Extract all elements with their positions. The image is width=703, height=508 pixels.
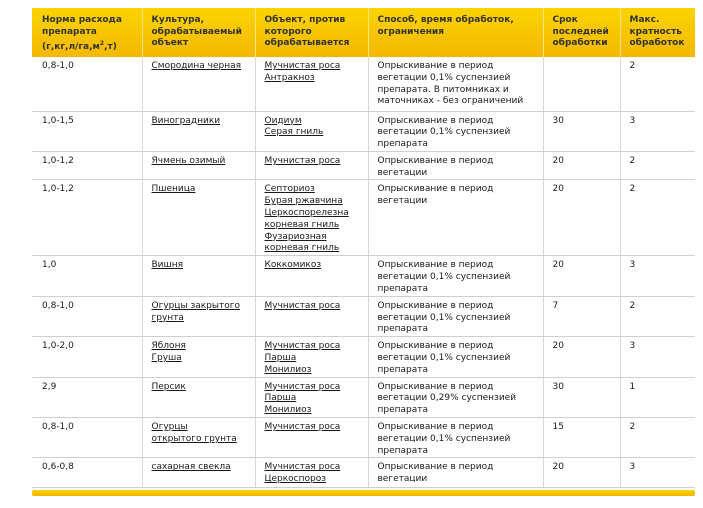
cell-target [255,256,368,296]
header-target: Объект, против которого обрабатывается [255,8,368,57]
target-link[interactable]: Мучнистая роса [264,155,341,166]
cell-target [255,111,368,151]
header-rate: Норма расхода препарата $(г,кг,л/га,м^2,т)$ [32,8,142,57]
cell-term [543,256,620,296]
target-link[interactable]: Оидиум [264,115,302,126]
crop-link[interactable]: Виноградники [151,115,221,126]
cell-crop [142,418,255,458]
method-line: вегетации [377,474,428,485]
cell-crop [142,151,255,180]
target-link[interactable]: Мучнистая роса [264,341,341,352]
cell-target [255,151,368,180]
crop-link[interactable]: Груша [151,353,182,364]
rate-value: 1,0-2,0 [42,341,74,352]
rate-value: 2,9 [42,381,57,392]
target-link[interactable]: Мучнистая роса [264,61,341,71]
crop-link[interactable]: Вишня [151,260,184,271]
cell-target [255,418,368,458]
cell-target [255,458,368,488]
cell-max [620,418,695,458]
max-value: 3 [629,341,636,352]
method-line: препарата [377,139,429,150]
cell-crop [142,458,255,488]
cell-crop [142,111,255,151]
term-value: 20 [552,184,564,195]
cell-rate [32,256,142,296]
method-line: Опрыскивание в период [377,381,494,392]
max-value: 2 [629,155,636,166]
crop-link[interactable]: Ячмень озимый [151,155,226,166]
crop-link[interactable]: Смородина черная [151,61,242,71]
method-line: Опрыскивание в период [377,115,494,126]
rate-value: 1,0-1,2 [42,184,74,195]
method-line: вегетации 0,1% суспензией [377,312,511,323]
cell-rate [32,57,142,111]
rate-value: 1,0-1,2 [42,155,74,166]
method-line: Опрыскивание в период [377,422,494,433]
cell-max [620,180,695,256]
target-link[interactable]: Коккомикоз [264,260,322,271]
method-line: препарата [377,364,429,375]
cell-max [620,458,695,488]
table-row [32,337,695,377]
cell-target [255,180,368,256]
cell-max [620,57,695,111]
max-value: 1 [629,381,636,392]
bottom-accent-bar [32,490,695,496]
max-value: 2 [629,184,636,195]
crop-link[interactable]: открытого грунта [151,433,237,444]
table-row [32,111,695,151]
header-term: Срок последней обработки [543,8,620,57]
cell-method [368,296,543,336]
cell-method [368,377,543,417]
crop-link[interactable]: Огурцы [151,422,188,433]
cell-target [255,377,368,417]
cell-crop [142,337,255,377]
method-line: препарата [377,324,429,335]
method-line: вегетации 0,29% суспензией [377,393,517,404]
max-value: 2 [629,300,636,311]
target-link[interactable]: корневая гниль [264,243,340,254]
target-link[interactable]: Парша [264,393,297,404]
term-value: 20 [552,155,564,166]
cell-max [620,377,695,417]
cell-method [368,458,543,488]
cell-rate [32,377,142,417]
method-line: препарата [377,284,429,295]
target-link[interactable]: Бурая ржавчина [264,196,343,207]
method-line: вегетации [377,196,428,207]
cell-rate [32,337,142,377]
max-value: 3 [629,115,636,126]
method-line: Опрыскивание в период [377,260,494,271]
table-row [32,180,695,256]
table-row [32,296,695,336]
method-line: Опрыскивание в период [377,462,494,473]
cell-method [368,151,543,180]
table-row [32,377,695,417]
cell-term [543,418,620,458]
target-link[interactable]: Фузариозная [264,231,327,242]
target-link[interactable]: корневая гниль [264,219,340,230]
cell-crop [142,377,255,417]
header-rate-units: $(г,кг,л/га,м^2,т)$ [42,40,117,52]
cell-crop [142,296,255,336]
term-value: 20 [552,341,564,352]
table-row [32,418,695,458]
rate-value: 0,8-1,0 [42,422,74,433]
cell-crop [142,256,255,296]
table-header-row [32,8,695,57]
crop-link[interactable]: Пшеница [151,184,196,195]
cell-rate [32,458,142,488]
method-line: вегетации 0,1% суспензией [377,353,511,364]
cell-term [543,377,620,417]
target-link[interactable]: Мучнистая роса [264,422,341,433]
table-row [32,151,695,180]
cell-target [255,296,368,336]
method-line: вегетации 0,1% суспензией [377,433,511,444]
crop-link[interactable]: сахарная свекла [151,462,231,473]
cell-max [620,151,695,180]
cell-target [255,57,368,111]
method-line: препарата [377,405,429,416]
target-link[interactable]: Мучнистая роса [264,381,341,392]
cell-max [620,296,695,336]
rate-value: 0,8-1,0 [42,300,74,311]
cell-rate [32,111,142,151]
cell-method [368,180,543,256]
term-value: 30 [552,115,564,126]
rate-value: 0,8-1,0 [42,61,74,71]
target-link[interactable]: Мучнистая роса [264,462,341,473]
cell-term [543,458,620,488]
method-line: Опрыскивание в период [377,341,494,352]
term-value: 15 [552,422,564,433]
term-value: 30 [552,381,564,392]
method-line: препарата [377,445,429,456]
target-link[interactable]: Серая гниль [264,127,324,138]
target-link[interactable]: Монилиоз [264,405,312,416]
max-value: 2 [629,61,636,71]
crop-link[interactable]: Огурцы закрытого [151,300,240,311]
crop-link[interactable]: Персик [151,381,186,392]
method-line: Опрыскивание в период [377,155,494,166]
max-value: 3 [629,260,636,271]
method-line: вегетации [377,167,428,178]
header-method: Способ, время обработок, ограничения [368,8,543,57]
cell-crop [142,57,255,111]
rate-value: 0,6-0,8 [42,462,74,473]
table-row [32,57,695,111]
method-line: вегетации 0,1% суспензией [377,127,511,138]
cell-term [543,180,620,256]
term-value: 20 [552,260,564,271]
cell-method [368,111,543,151]
cell-term [543,337,620,377]
target-link[interactable]: Антракноз [264,72,315,83]
table-row [32,256,695,296]
max-value: 3 [629,462,636,473]
term-value: 7 [552,300,559,311]
cell-rate [32,180,142,256]
method-line: Опрыскивание в период [377,300,494,311]
header-crop: Культура, обрабатываемый объект [142,8,255,57]
cell-term [543,57,620,111]
cell-target [255,337,368,377]
target-link[interactable]: Парша [264,353,297,364]
rate-value: 1,0 [42,260,57,271]
method-line: вегетации 0,1% суспензией [377,72,511,83]
method-line: вегетации 0,1% суспензией [377,272,511,283]
method-line: Опрыскивание в период [377,184,494,195]
max-value: 2 [629,422,636,433]
target-link[interactable]: Мучнистая роса [264,300,341,311]
cell-term [543,296,620,336]
method-line: маточниках - без ограничений [377,96,524,107]
table-row [32,458,695,488]
table-body [32,57,695,488]
target-link[interactable]: Монилиоз [264,364,312,375]
crop-link[interactable]: Яблоня [151,341,186,352]
method-line: Опрыскивание в период [377,61,494,71]
cell-rate [32,296,142,336]
cell-term [543,151,620,180]
term-value: 20 [552,462,564,473]
treatment-table-container [32,8,695,496]
cell-max [620,256,695,296]
method-line: препарата. В питомниках и [377,84,509,95]
cell-rate [32,418,142,458]
cell-term [543,111,620,151]
crop-link[interactable]: грунта [151,312,184,323]
treatment-table [32,8,695,488]
target-link[interactable]: Церкоспороз [264,474,327,485]
cell-max [620,111,695,151]
header-max: Макс. кратность обработок [620,8,695,57]
target-link[interactable]: Септориоз [264,184,315,195]
cell-method [368,57,543,111]
cell-max [620,337,695,377]
cell-rate [32,151,142,180]
target-link[interactable]: Церкоспорелезна [264,208,349,219]
cell-crop [142,180,255,256]
cell-method [368,256,543,296]
cell-method [368,418,543,458]
rate-value: 1,0-1,5 [42,115,74,126]
cell-method [368,337,543,377]
